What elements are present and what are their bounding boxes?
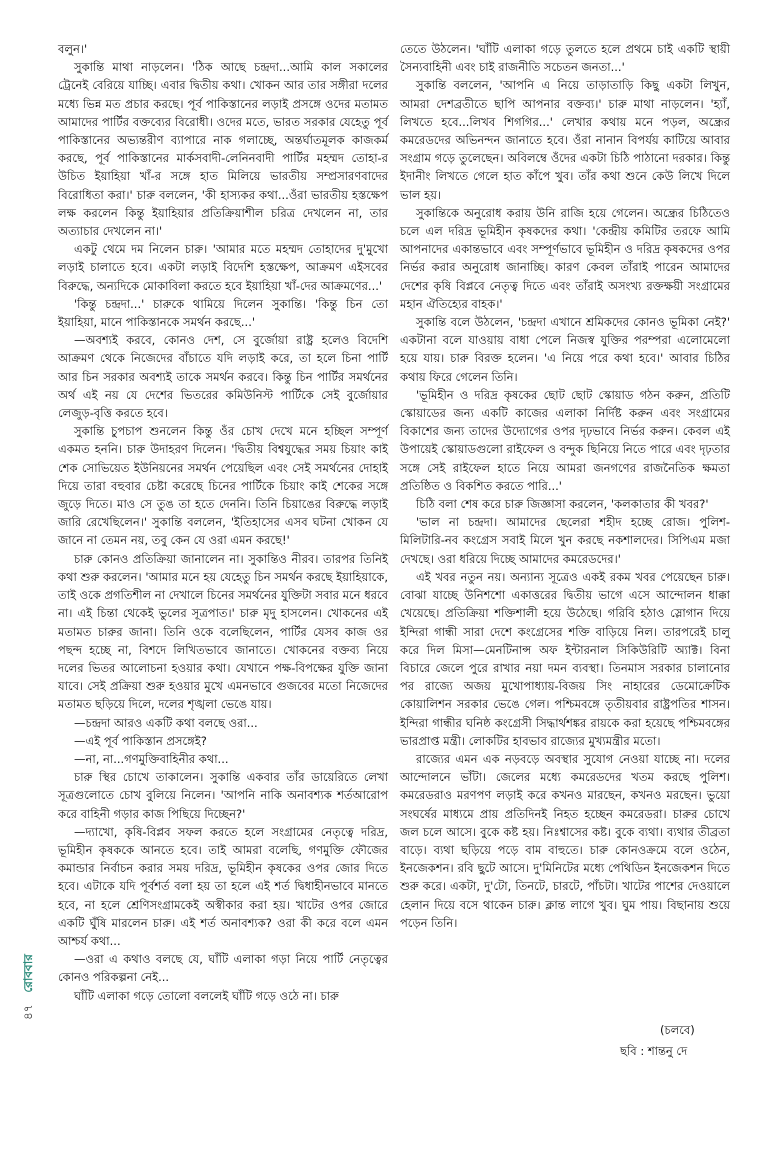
paragraph: সুকান্তি বলে উঠলেন, 'চন্দ্রদা এখানে শ্রমিকদের কোনও ভূমিকা নেই?' একটানা বলে যাওয়ায় বাধা পেলে নিজস্ব যুক্তির পরম্পরা এলোমেলো হয়ে যায়। চারু বিরক্ত হলেন। 'এ নিয়ে পরে কথা হবে।' আবার চিঠির কথায় ফিরে গেলেন তিনি।	[400, 315, 730, 384]
paragraph: সুকান্তি মাথা নাড়লেন। 'ঠিক আছে চন্দ্রদা...আমি কাল সকালের ট্রেনেই বেরিয়ে যাচ্ছি। এবার দ্বিতীয় কথা। খোকন আর তার সঙ্গীরা দলের মধ্যে ভিন্ন মত প্রচার করছে। পূর্ব পাকিস্তানের লড়াই প্রসঙ্গে ওদের মতামত আমাদের পার্টির বক্তব্যের বিরোধী। ওদের মতে, ভারত সরকার যেহেতু পূর্ব পাকিস্তানের অভ্যন্তরীণ ব্যাপারে নাক গলাচ্ছে, অন্তর্ঘাতমূলক কাজকর্ম করছে, পূর্ব পাকিস্তানের মার্কসবাদী-লেনিনবাদী পার্টির মহম্মদ তোহা-র উচিত ইয়াহিয়া খাঁ-র সঙ্গে হাত মিলিয়ে ভারতীয় সম্প্রসারণবাদের বিরোধিতা করা।' চারু বললেন, 'কী হাস্যকর কথা...ওঁরা ভারতীয় হস্তক্ষেপ লক্ষ করলেন কিন্তু ইয়াহিয়ার প্রতিক্রিয়াশীল চরিত্র দেখলেন না, তার অত্যাচার দেখলেন না।'	[58, 60, 388, 239]
paragraph: চারু স্থির চোখে তাকালেন। সুকান্তি একবার তাঁর ডায়েরিতে লেখা সূত্রগুলোতে চোখ বুলিয়ে নিলেন। 'আপনি নাকি অনাবশ্যক শর্তআরোপ করে বাহিনী গড়ার কাজ পিছিয়ে দিচ্ছেন?'	[58, 770, 388, 821]
paragraph: সুকান্তি চুপচাপ শুনলেন কিন্তু ওঁর চোখ দেখে মনে হচ্ছিল সম্পূর্ণ একমত হননি। চারু উদাহরণ দিলেন। 'দ্বিতীয় বিশ্বযুদ্ধের সময় চিয়াং কাই শেক সোভিয়েত ইউনিয়নের সমর্থন পেয়েছিল এবং সেই সমর্থনের দোহাই দিয়ে তারা বহুবার চেষ্টা করেছে চিনের পার্টিকে চিয়াং কাই শেকের সঙ্গে জুড়ে দিতে। মাও সে তুঙ তা হতে দেননি। তিনি চিয়াঙের বিরুদ্ধে লড়াই জারি রেখেছিলেন।' সুকান্তি বললেন, 'ইতিহাসের এসব ঘটনা খোকন যে জানে না তেমন নয়, তবু কেন যে ওরা এমন করছে!'	[58, 424, 388, 548]
paragraph: —চন্দ্রদা আরও একটি কথা বলছে ওরা...	[74, 715, 258, 730]
paragraph: বলুন।'	[58, 42, 88, 56]
article-column-left	[58, 40, 388, 1005]
paragraph: ঘাঁটি এলাকা গড়ে তোলো বললেই ঘাঁটি গড়ে ওঠে না। চারু	[74, 988, 339, 1003]
page-folio	[20, 954, 40, 1160]
paragraph: —এই পূর্ব পাকিস্তান প্রসঙ্গেই?	[74, 733, 207, 748]
magazine-name: রোববার	[21, 954, 35, 993]
paragraph: তেতে উঠলেন। 'ঘাঁটি এলাকা গড়ে তুলতে হলে প্রথমে চাই একটি স্থায়ী সৈন্যবাহিনী এবং চাই রাজনীতি সচেতন জনতা...'	[400, 42, 730, 75]
illustration-credit: ছবি : শান্তনু দে	[620, 1044, 688, 1058]
paragraph: সুকান্তি বললেন, 'আপনি এ নিয়ে তাড়াতাড়ি কিছু একটা লিখুন, আমরা দেশব্রতীতে ছাপি আপনার বক্তব্য।' চারু মাথা নাড়লেন। 'হ্যাঁ, লিখতে হবে...লিখব শিগগির...' লেখার কথায় মনে পড়ল, অন্ধ্রের কমরেডদের অভিনন্দন জানাতে হবে। ওঁরা নানান বিপর্যয় কাটিয়ে আবার সংগ্রাম গড়ে তুলেছেন। অবিলম্বে ওঁদের একটা চিঠি পাঠানো দরকার। কিন্তু ইদানীং লিখতে গেলে হাত কাঁপে খুব। তাঁর কথা শুনে কেউ লিখে দিলে ভাল হয়।	[400, 78, 730, 202]
to-be-continued: (চলবে)	[660, 1023, 695, 1037]
page-number: ৪৭	[21, 1004, 35, 1020]
paragraph: রাজ্যের এমন এক নড়বড়ে অবস্থার সুযোগ নেওয়া যাচ্ছে না। দলের আন্দোলনে ভাঁটা। জেলের মধ্যে কমরেডদের খতম করছে পুলিশ। কমরেডরাও মরণপণ লড়াই করে কখনও মারছেন, কখনও মরছেন। ভুয়ো সংঘর্ষের মাধ্যমে প্রায় প্রতিদিনই নিহত হচ্ছেন কমরেডরা। চারুর চোখে জল চলে আসে। বুকে কষ্ট হয়। নিঃশ্বাসের কষ্ট। বুকে ব্যথা। ব্যথার তীব্রতা বাড়ে। ব্যথা ছড়িয়ে পড়ে বাম বাহুতে। চারু কোনওক্রমে বলে ওঠেন, ইনজেকশন। রবি ছুটে আসে। দু'মিনিটের মধ্যে পেথিডিন ইনজেকশন দিতে শুরু করে। একটা, দু'টো, তিনটে, চারটে, পাঁচটা। খাটের পাশের দেওয়ালে হেলান দিয়ে বসে থাকেন চারু। ক্লান্ত লাগে খুব। ঘুম পায়। বিছানায় শুয়ে পড়েন তিনি।	[400, 751, 730, 930]
paragraph: সুকান্তিকে অনুরোধ করায় উনি রাজি হয়ে গেলেন। অন্ধ্রের চিঠিতেও চলে এল দরিদ্র ভূমিহীন কৃষকদের কথা। 'কেন্দ্রীয় কমিটির তরফে আমি আপনাদের একান্তভাবে এবং সম্পূর্ণভাবে ভূমিহীন ও দরিদ্র কৃষকদের ওপর নির্ভর করার অনুরোধ জানাচ্ছি। কারণ কেবল তাঁরাই পারেন আমাদের দেশের কৃষি বিপ্লবে নেতৃত্ব দিতে এবং তাঁরাই অসংখ্য রক্তক্ষয়ী সংগ্রামের মহান ঐতিহ্যের বাহক।'	[400, 205, 730, 311]
paragraph: 'ভূমিহীন ও দরিদ্র কৃষকের ছোট ছোট স্কোয়াড গঠন করুন, প্রতিটি স্কোয়াডের জন্য একটি কাজের এলাকা নির্দিষ্ট করুন এবং সংগ্রামের বিকাশের জন্য তাদের উদ্যোগের ওপর দৃঢ়ভাবে নির্ভর করুন। কেবল এই উপায়েই স্কোয়াডগুলো রাইফেল ও বন্দুক ছিনিয়ে নিতে পারে এবং দৃঢ়তার সঙ্গে সেই রাইফেল হাতে নিয়ে আমরা জনগণের রাজনৈতিক ক্ষমতা প্রতিষ্ঠিত ও বিকশিত করতে পারি...'	[400, 387, 730, 493]
paragraph: —না, না...গণমুক্তিবাহিনীর কথা...	[74, 751, 229, 766]
paragraph: চারু কোনও প্রতিক্রিয়া জানালেন না। সুকান্তিও নীরব। তারপর তিনিই কথা শুরু করলেন। 'আমার মনে হয় যেহেতু চিন সমর্থন করছে ইয়াহিয়াকে, তাই ওকে প্রগতিশীল না দেখালে চিনের সমর্থনের যুক্তিটা সবার মনে ধরবে না। এই চিন্তা থেকেই ভুলের সূত্রপাত।' চারু মৃদু হাসলেন। খোকনের এই মতামত চারুর জানা। তিনি ওকে বলেছিলেন, পার্টির যেসব কাজ ওর পছন্দ হচ্ছে না, বিশদে লিখিতভাবে জানাতে। খোকনের বক্তব্য নিয়ে দলের ভিতর আলোচনা হওয়ার কথা। যেখানে পক্ষ-বিপক্ষের যুক্তি জানা যাবে। সেই প্রক্রিয়া শুরু হওয়ার মুখে এমনভাবে গুজবের মতো নিজেদের মতামত ছড়িয়ে দিলে, দলের শৃঙ্খলা ভেঙে যায়।	[58, 551, 388, 712]
article-column-right	[400, 40, 730, 932]
paragraph: 'ভাল না চন্দ্রদা। আমাদের ছেলেরা শহীদ হচ্ছে রোজ। পুলিশ-মিলিটারি-নব কংগ্রেস সবাই মিলে খুন করছে নকশালদের। সিপিএম মজা দেখছে। ওরা ধরিয়ে দিচ্ছে আমাদের কমরেডদের।'	[400, 515, 730, 566]
paragraph: চিঠি বলা শেষ করে চারু জিজ্ঞাসা করলেন, 'কলকাতার কী খবর?'	[416, 497, 709, 512]
paragraph: —দ্যাখো, কৃষি-বিপ্লব সফল করতে হলে সংগ্রামের নেতৃত্বে দরিদ্র, ভূমিহীন কৃষককে আনতে হবে। তাই আমরা বলেছি, গণমুক্তি ফৌজের কমান্ডার নির্বাচন করার সময় দরিদ্র, ভূমিহীন কৃষকের ওপর জোর দিতে হবে। এটাকে যদি পূর্বশর্ত বলা হয় তা হলে এই শর্ত দ্বিধাহীনভাবে মানতে হবে, না হলে শ্রেণিসংগ্রামকেই অস্বীকার করা হয়। খাটের ওপর জোরে একটি ঘুঁষি মারলেন চারু। এই শর্ত অনাবশ্যক? ওরা কী করে বলে এমন আশ্চর্য কথা...	[58, 824, 388, 948]
paragraph: —ওরা এ কথাও বলছে যে, ঘাঁটি এলাকা গড়া নিয়ে পার্টি নেতৃত্বের কোনও পরিকল্পনা নেই...	[58, 952, 388, 985]
paragraph: এই খবর নতুন নয়। অন্যান্য সূত্রেও একই রকম খবর পেয়েছেন চারু। বোঝা যাচ্ছে উনিশশো একাত্তরের দ্বিতীয় ভাগে এসে আন্দোলন ধাক্কা খেয়েছে। প্রতিক্রিয়া শক্তিশালী হয়ে উঠেছে। গরিবি হঠাও স্লোগান দিয়ে ইন্দিরা গান্ধী সারা দেশে কংগ্রেসের শক্তি বাড়িয়ে নিল। তারপরেই চালু করে দিল মিসা—মেনটিনান্স অফ ইন্টারনাল সিকিউরিটি অ্যাক্ট। বিনা বিচারে জেলে পুরে রাখার নয়া দমন ব্যবস্থা। তিনমাস সরকার চালানোর পর রাজ্যে অজয় মুখোপাধ্যায়-বিজয় সিং নাহারের ডেমোক্রেটিক কোয়ালিশন সরকার ভেঙে গেল। পশ্চিমবঙ্গে তৃতীয়বার রাষ্ট্রপতির শাসন। ইন্দিরা গান্ধীর ঘনিষ্ঠ কংগ্রেসী সিদ্ধার্থশঙ্কর রায়কে করা হয়েছে পশ্চিমবঙ্গের ভারপ্রাপ্ত মন্ত্রী। লোকটির হাবভাব রাজ্যের মুখ্যমন্ত্রীর মতো।	[400, 569, 730, 748]
paragraph: 'কিন্তু চন্দ্রদা...' চারুকে থামিয়ে দিলেন সুকান্তি। 'কিন্তু চিন তো ইয়াহিয়া, মানে পাকিস্তানকে সমর্থন করছে...'	[58, 296, 388, 330]
paragraph: —অবশ্যই করবে, কোনও দেশ, সে বুর্জোয়া রাষ্ট্র হলেও বিদেশি আক্রমণ থেকে নিজেদের বাঁচাতে যদি লড়াই করে, তা হলে চিনা পার্টি আর চিন সরকার অবশ্যই তাকে সমর্থন করবে। কিন্তু চিন পার্টির সমর্থনের অর্থ এই নয় যে দেশের ভিতরের কমিউনিস্ট পার্টিকে সেই বুর্জোয়ার লেজুড়-বৃত্তি করতে হবে।	[58, 333, 388, 421]
paragraph: একটু থেমে দম নিলেন চারু। 'আমার মতে মহম্মদ তোহাদের দু'মুখো লড়াই চালাতে হবে। একটা লড়াই বিদেশি হস্তক্ষেপ, আক্রমণ এইসবের বিরুদ্ধে, অন্যদিকে মোকাবিলা করতে হবে ইয়াহিয়া খাঁ-দের আক্রমণের...'	[58, 242, 388, 293]
